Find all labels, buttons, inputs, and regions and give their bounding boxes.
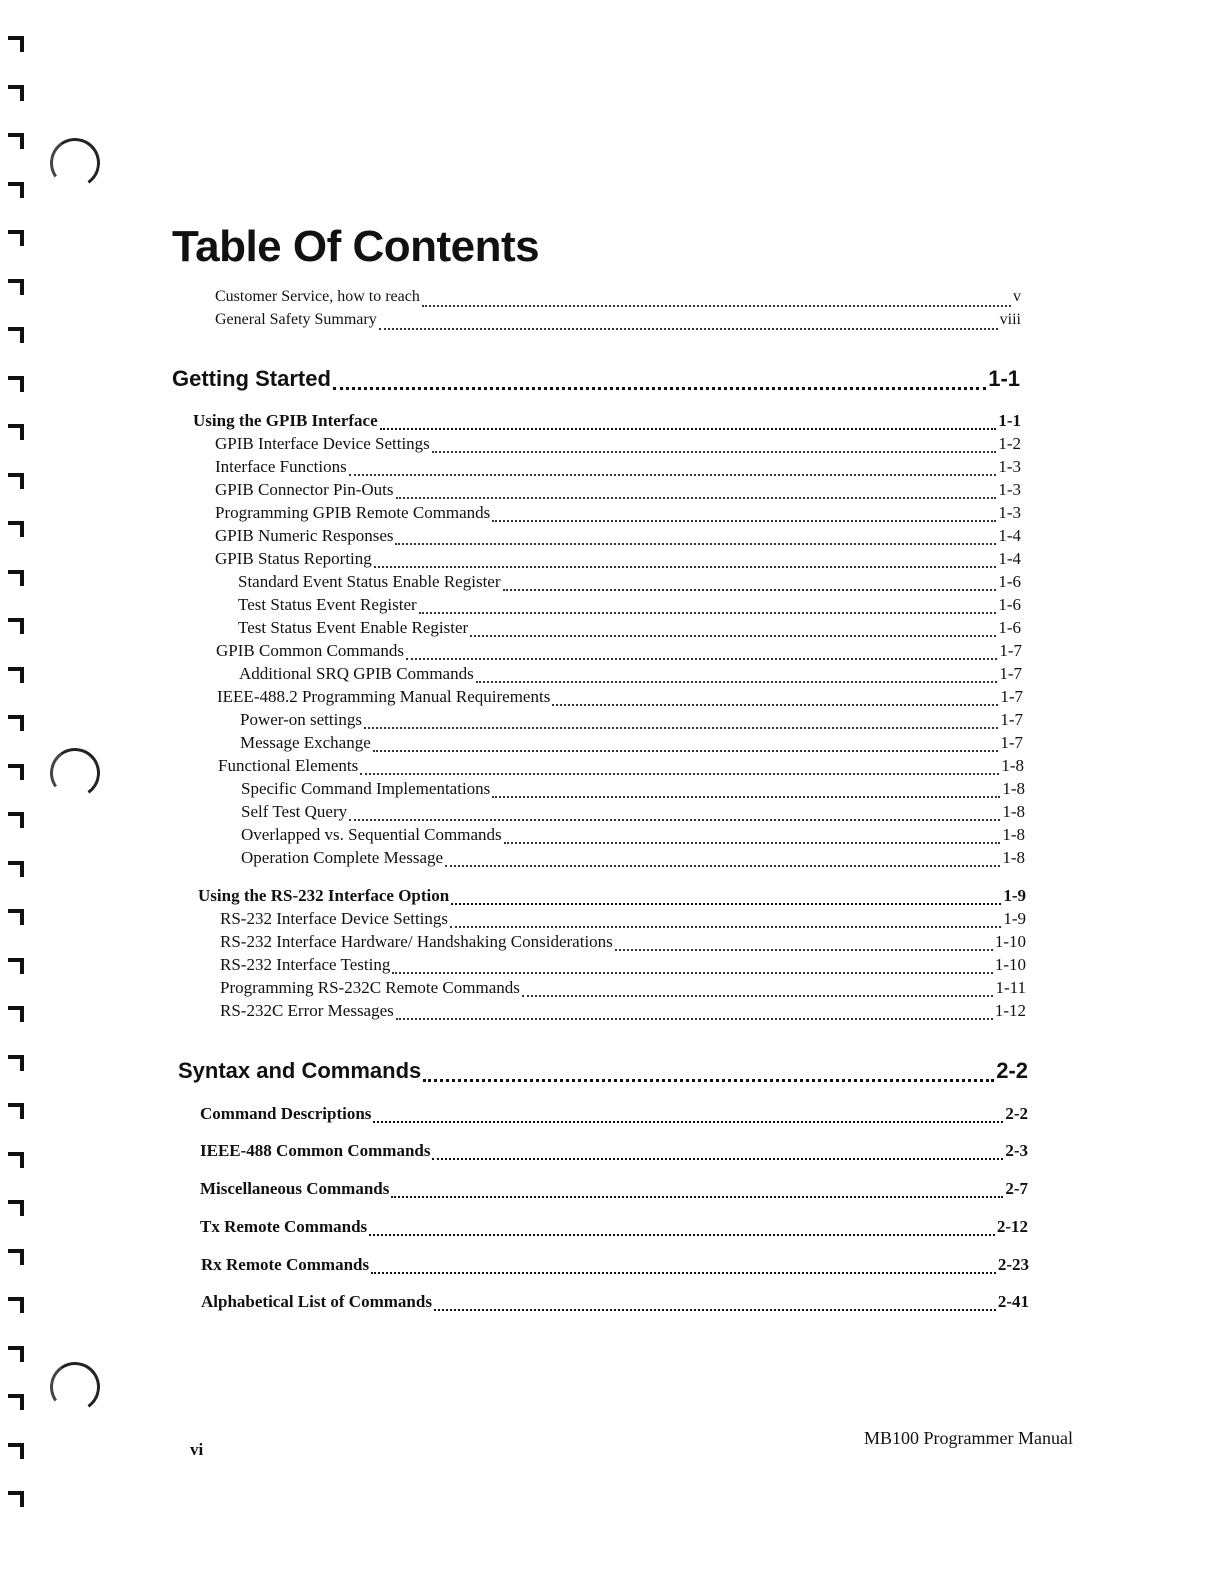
toc-item: Functional Elements 1-8 [218, 756, 1024, 775]
binding-mark [8, 85, 24, 101]
toc-item: RS-232 Interface Hardware/ Handshaking Considerations 1-10 [220, 932, 1026, 951]
toc-item: Programming GPIB Remote Commands 1-3 [215, 503, 1021, 522]
toc-item: GPIB Interface Device Settings 1-2 [215, 434, 1021, 453]
binding-mark [8, 182, 24, 198]
toc-item: Overlapped vs. Sequential Commands 1-8 [241, 825, 1025, 844]
toc-item: Power-on settings 1-7 [240, 710, 1023, 729]
toc-item: RS-232C Error Messages 1-12 [220, 1001, 1026, 1020]
toc-item: Message Exchange 1-7 [240, 733, 1023, 752]
binding-mark [8, 570, 24, 586]
toc-item: GPIB Common Commands 1-7 [216, 641, 1022, 660]
toc-chapter: Getting Started 1-1 [172, 366, 1020, 391]
binding-mark [8, 618, 24, 634]
binding-mark [8, 1443, 24, 1459]
toc-section: Using the GPIB Interface 1-1 [193, 411, 1021, 430]
binding-mark [8, 473, 24, 489]
toc-item: GPIB Connector Pin-Outs 1-3 [215, 480, 1021, 499]
toc-section: Rx Remote Commands 2-23 [201, 1255, 1029, 1274]
page-title: Table Of Contents [172, 222, 540, 271]
binding-mark [8, 376, 24, 392]
toc-entry-front: General Safety Summary viii [215, 311, 1021, 328]
toc-section: Tx Remote Commands 2-12 [200, 1217, 1028, 1236]
binding-mark [8, 909, 24, 925]
toc-item: RS-232 Interface Testing 1-10 [220, 955, 1026, 974]
toc-section: Command Descriptions 2-2 [200, 1104, 1028, 1123]
toc-item: GPIB Numeric Responses 1-4 [215, 526, 1021, 545]
binding-mark [8, 1491, 24, 1507]
toc-chapter: Syntax and Commands 2-2 [178, 1058, 1028, 1083]
binding-mark [8, 521, 24, 537]
binding-mark [8, 715, 24, 731]
footer-manual-name: MB100 Programmer Manual [864, 1428, 1073, 1448]
binding-mark [8, 230, 24, 246]
toc-item: Test Status Event Register 1-6 [238, 595, 1021, 614]
binding-mark [8, 764, 24, 780]
binding-mark [8, 861, 24, 877]
binding-mark [8, 1006, 24, 1022]
binding-mark [8, 1249, 24, 1265]
toc-section: IEEE-488 Common Commands 2-3 [200, 1141, 1028, 1160]
toc-item: Operation Complete Message 1-8 [241, 848, 1025, 867]
binding-mark [8, 133, 24, 149]
binding-mark [8, 279, 24, 295]
binding-mark [8, 1297, 24, 1313]
toc-item: Standard Event Status Enable Register 1-6 [238, 572, 1021, 591]
binding-mark [8, 812, 24, 828]
binding-mark [8, 1200, 24, 1216]
binding-mark [8, 1152, 24, 1168]
binding-mark [8, 1346, 24, 1362]
toc-item: Self Test Query 1-8 [241, 802, 1025, 821]
binding-mark [8, 958, 24, 974]
toc-section: Miscellaneous Commands 2-7 [200, 1179, 1028, 1198]
toc-item: Interface Functions 1-3 [215, 457, 1021, 476]
toc-item: GPIB Status Reporting 1-4 [215, 549, 1021, 568]
toc-section: Using the RS-232 Interface Option 1-9 [198, 886, 1026, 905]
binding-mark [8, 1103, 24, 1119]
binding-mark [8, 424, 24, 440]
binding-mark [8, 1394, 24, 1410]
toc-item: Test Status Event Enable Register 1-6 [238, 618, 1021, 637]
toc-section: Alphabetical List of Commands 2-41 [201, 1292, 1029, 1311]
binding-mark [8, 327, 24, 343]
binding-mark [8, 667, 24, 683]
toc-item: Additional SRQ GPIB Commands 1-7 [239, 664, 1022, 683]
toc-item: Programming RS-232C Remote Commands 1-11 [220, 978, 1026, 997]
footer-page-number: vi [190, 1440, 204, 1459]
binding-mark [8, 36, 24, 52]
toc-item: IEEE-488.2 Programming Manual Requirements 1-7 [217, 687, 1023, 706]
toc-item: RS-232 Interface Device Settings 1-9 [220, 909, 1026, 928]
toc-entry-front: Customer Service, how to reach v [215, 288, 1021, 305]
binding-margin [0, 0, 60, 1574]
binding-mark [8, 1055, 24, 1071]
toc-item: Specific Command Implementations 1-8 [241, 779, 1025, 798]
